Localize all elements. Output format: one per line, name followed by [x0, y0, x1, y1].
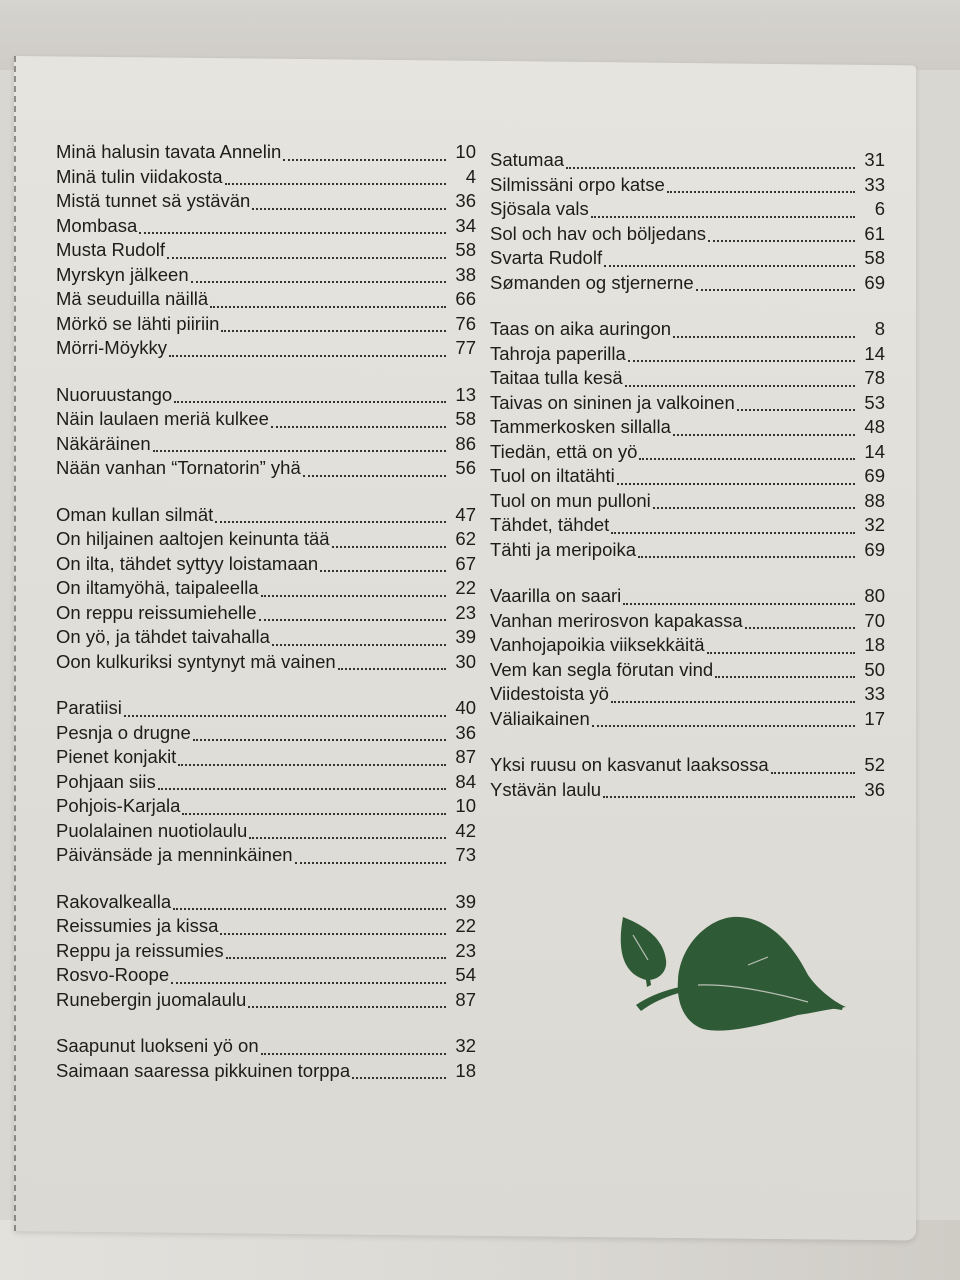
- index-column-right: [490, 148, 885, 824]
- page-number: 23: [455, 601, 476, 623]
- song-title: Silmissäni orpo katse: [490, 173, 665, 195]
- index-entry: [56, 312, 476, 337]
- song-title: Oman kullan silmät: [56, 503, 214, 525]
- dot-leader: [708, 239, 855, 242]
- index-entry: [490, 584, 885, 609]
- song-title: Ystävän laulu: [490, 778, 602, 800]
- song-title: Tammerkosken sillalla: [490, 416, 671, 437]
- page-number: 31: [864, 149, 885, 170]
- index-entry: [56, 721, 476, 746]
- dot-leader: [332, 545, 446, 548]
- dot-leader: [261, 1052, 446, 1055]
- song-title: On hiljainen aaltojen keinunta tää: [56, 528, 330, 549]
- page-number: 23: [455, 939, 476, 961]
- dot-leader: [215, 520, 446, 523]
- song-title: Taivas on sininen ja valkoinen: [490, 391, 735, 413]
- page-number: 58: [455, 408, 476, 429]
- dot-leader: [745, 626, 855, 629]
- song-title: Puolalainen nuotiolaulu: [56, 819, 248, 841]
- dot-leader: [259, 618, 446, 621]
- song-title: Mombasa: [56, 214, 138, 236]
- page-number: 69: [864, 271, 885, 293]
- dot-leader: [338, 667, 446, 670]
- index-entry: [56, 214, 476, 239]
- index-entry: [56, 576, 476, 601]
- page-number: 36: [864, 778, 885, 800]
- song-title: Saapunut luokseni yö on: [56, 1035, 259, 1056]
- dot-leader: [248, 1005, 446, 1008]
- dot-leader: [707, 651, 855, 654]
- dot-leader: [220, 932, 446, 935]
- dot-leader: [252, 207, 446, 210]
- dot-leader: [139, 231, 446, 234]
- page-number: 76: [455, 312, 476, 334]
- page-number: 62: [455, 528, 476, 549]
- index-entry: [56, 1034, 476, 1059]
- page-number: 32: [455, 1035, 476, 1056]
- page-number: 53: [864, 391, 885, 413]
- index-entry: [490, 753, 885, 778]
- page-number: 13: [455, 383, 476, 405]
- song-title: Pohjaan siis: [56, 770, 156, 792]
- song-title: Pohjois-Karjala: [56, 795, 181, 816]
- song-title: Nuoruustango: [56, 383, 173, 405]
- index-entry: [490, 197, 885, 222]
- page-number: 69: [864, 465, 885, 486]
- dot-leader: [604, 264, 855, 267]
- index-entry: [490, 317, 885, 342]
- dot-leader: [352, 1076, 446, 1079]
- song-title: On yö, ja tähdet taivahalla: [56, 626, 270, 647]
- song-title: Pesnja o drugne: [56, 721, 191, 743]
- page-number: 14: [864, 440, 885, 462]
- song-title: Oon kulkuriksi syntynyt mä vainen: [56, 650, 336, 672]
- dot-leader: [153, 449, 446, 452]
- dot-leader: [178, 763, 446, 766]
- song-title: Yksi ruusu on kasvanut laaksossa: [490, 754, 769, 775]
- index-entry: [56, 238, 476, 263]
- index-entry: [56, 819, 476, 844]
- page-number: 30: [455, 650, 476, 672]
- song-title: Tahroja paperilla: [490, 342, 626, 364]
- index-entry: [490, 173, 885, 198]
- page-number: 33: [864, 173, 885, 195]
- index-group: [56, 890, 476, 1013]
- song-title: On reppu reissumiehelle: [56, 601, 257, 623]
- dot-leader: [628, 359, 855, 362]
- index-entry: [56, 456, 476, 481]
- song-title: Tähdet, tähdet: [490, 514, 610, 535]
- page-number: 69: [864, 538, 885, 560]
- dot-leader: [591, 215, 855, 218]
- page-number: 36: [455, 721, 476, 743]
- index-entry: [490, 391, 885, 416]
- index-group: [490, 148, 885, 295]
- index-entry: [56, 140, 476, 165]
- dot-leader: [210, 305, 446, 308]
- song-title: Paratiisi: [56, 697, 122, 718]
- page-number: 54: [455, 964, 476, 985]
- song-title: Tuol on mun pulloni: [490, 489, 651, 511]
- song-title: Vem kan segla förutan vind: [490, 658, 714, 680]
- page-number: 6: [874, 198, 885, 219]
- index-entry: [490, 148, 885, 173]
- page-number: 36: [455, 190, 476, 211]
- dot-leader: [272, 643, 446, 646]
- page-number: 39: [455, 890, 476, 912]
- song-title: Mörri-Möykky: [56, 337, 167, 358]
- dot-leader: [603, 795, 855, 798]
- dot-leader: [182, 812, 446, 815]
- index-entry: [490, 415, 885, 440]
- song-title: Vanhojapoikia viiksekkäitä: [490, 634, 705, 655]
- index-entry: [56, 527, 476, 552]
- index-entry: [490, 778, 885, 803]
- index-entry: [56, 939, 476, 964]
- page-number: 18: [455, 1059, 476, 1081]
- page-number: 58: [864, 247, 885, 268]
- index-entry: [490, 682, 885, 707]
- index-group: [56, 1034, 476, 1083]
- page-number: 22: [455, 577, 476, 598]
- index-entry: [56, 432, 476, 457]
- page-number: 33: [864, 683, 885, 704]
- dot-leader: [303, 474, 446, 477]
- song-title: Näin laulaen meriä kulkee: [56, 408, 269, 429]
- page-number: 17: [864, 707, 885, 729]
- index-entry: [56, 552, 476, 577]
- page-number: 78: [864, 367, 885, 388]
- dot-leader: [283, 158, 446, 161]
- song-title: Sol och hav och böljedans: [490, 222, 706, 244]
- index-entry: [56, 625, 476, 650]
- index-entry: [490, 222, 885, 247]
- index-entry: [490, 246, 885, 271]
- index-entry: [56, 336, 476, 361]
- page-number: 86: [455, 432, 476, 454]
- index-entry: [56, 770, 476, 795]
- index-entry: [56, 503, 476, 528]
- page-number: 22: [455, 915, 476, 936]
- index-entry: [56, 843, 476, 868]
- index-entry: [56, 263, 476, 288]
- index-entry: [56, 601, 476, 626]
- dot-leader: [617, 482, 855, 485]
- dot-leader: [271, 425, 446, 428]
- dot-leader: [167, 256, 446, 259]
- page-number: 87: [455, 746, 476, 767]
- index-group: [56, 140, 476, 361]
- song-title: Saimaan saaressa pikkuinen torppa: [56, 1059, 351, 1081]
- dot-leader: [611, 531, 855, 534]
- song-title: On ilta, tähdet syttyy loistamaan: [56, 552, 319, 574]
- index-entry: [490, 633, 885, 658]
- song-title: Rakovalkealla: [56, 890, 172, 912]
- index-entry: [490, 271, 885, 296]
- dot-leader: [638, 555, 855, 558]
- song-title: Runebergin juomalaulu: [56, 988, 247, 1010]
- song-title: Mistä tunnet sä ystävän: [56, 190, 251, 211]
- page-number: 42: [455, 819, 476, 841]
- index-group: [490, 317, 885, 562]
- page-number: 38: [455, 263, 476, 285]
- index-entry: [490, 366, 885, 391]
- song-title: Vanhan merirosvon kapakassa: [490, 609, 743, 631]
- page-number: 52: [864, 754, 885, 775]
- index-group: [56, 503, 476, 675]
- dot-leader: [158, 787, 446, 790]
- song-title: Viidestoista yö: [490, 683, 609, 704]
- index-entry: [56, 745, 476, 770]
- index-entry: [56, 189, 476, 214]
- page-number: 70: [864, 609, 885, 631]
- page-number: 87: [455, 988, 476, 1010]
- dot-leader: [169, 354, 446, 357]
- page-number: 34: [455, 214, 476, 236]
- page-number: 39: [455, 626, 476, 647]
- song-title: Pienet konjakit: [56, 746, 177, 767]
- page-number: 40: [455, 697, 476, 718]
- dot-leader: [715, 675, 855, 678]
- dot-leader: [249, 836, 446, 839]
- page-number: 77: [455, 337, 476, 358]
- dot-leader: [124, 714, 446, 717]
- dot-leader: [592, 724, 855, 727]
- index-entry: [56, 407, 476, 432]
- page-number: 10: [455, 795, 476, 816]
- song-title: Tähti ja meripoika: [490, 538, 637, 560]
- dot-leader: [566, 166, 855, 169]
- song-title: Taas on aika auringon: [490, 318, 672, 339]
- page-number: 88: [864, 489, 885, 511]
- song-title: Tiedän, että on yö: [490, 440, 638, 462]
- page-number: 8: [874, 318, 885, 339]
- index-group: [490, 753, 885, 802]
- dot-leader: [667, 190, 855, 193]
- dot-leader: [174, 400, 446, 403]
- index-entry: [56, 988, 476, 1013]
- dot-leader: [225, 182, 446, 185]
- index-entry: [56, 165, 476, 190]
- index-entry: [56, 963, 476, 988]
- song-title: Väliaikainen: [490, 707, 590, 729]
- dot-leader: [193, 738, 446, 741]
- index-entry: [56, 890, 476, 915]
- dot-leader: [625, 384, 855, 387]
- index-entry: [490, 707, 885, 732]
- page-number: 56: [455, 457, 476, 478]
- index-entry: [56, 696, 476, 721]
- index-entry: [56, 1059, 476, 1084]
- page-number: 61: [864, 222, 885, 244]
- song-title: Näkäräinen: [56, 432, 151, 454]
- song-title: Minä tulin viidakosta: [56, 165, 223, 187]
- page-number: 48: [864, 416, 885, 437]
- song-title: Mörkö se lähti piiriin: [56, 312, 220, 334]
- song-title: Rosvo-Roope: [56, 964, 170, 985]
- dot-leader: [696, 288, 855, 291]
- dot-leader: [261, 594, 446, 597]
- dot-leader: [295, 861, 446, 864]
- dot-leader: [639, 457, 855, 460]
- dot-leader: [611, 700, 855, 703]
- index-entry: [490, 342, 885, 367]
- index-group: [490, 584, 885, 731]
- song-title: Mä seuduilla näillä: [56, 288, 209, 309]
- page-number: 32: [864, 514, 885, 535]
- song-title: Reppu ja reissumies: [56, 939, 224, 961]
- page-number: 80: [864, 585, 885, 606]
- page-number: 10: [455, 141, 476, 162]
- song-title: Taitaa tulla kesä: [490, 367, 623, 388]
- index-column-left: [56, 140, 476, 1105]
- page-number: 84: [455, 770, 476, 792]
- song-title: Päivänsäde ja menninkäinen: [56, 844, 293, 865]
- index-group: [56, 383, 476, 481]
- dot-leader: [191, 280, 446, 283]
- page-number: 50: [864, 658, 885, 680]
- index-entry: [490, 658, 885, 683]
- page-number: 4: [465, 165, 476, 187]
- song-title: Sømanden og stjernerne: [490, 271, 694, 293]
- index-entry: [56, 914, 476, 939]
- index-entry: [490, 609, 885, 634]
- dot-leader: [320, 569, 446, 572]
- index-entry: [56, 383, 476, 408]
- song-title: Musta Rudolf: [56, 239, 165, 260]
- dot-leader: [173, 907, 446, 910]
- dot-leader: [673, 335, 855, 338]
- song-title: Reissumies ja kissa: [56, 915, 219, 936]
- index-entry: [490, 538, 885, 563]
- page-number: 18: [864, 634, 885, 655]
- page-number: 73: [455, 844, 476, 865]
- dot-leader: [623, 602, 855, 605]
- birch-leaf-icon: [608, 905, 848, 1035]
- index-entry: [56, 650, 476, 675]
- index-entry: [490, 513, 885, 538]
- index-entry: [56, 287, 476, 312]
- index-entry: [490, 464, 885, 489]
- song-title: Myrskyn jälkeen: [56, 263, 189, 285]
- dot-leader: [737, 408, 855, 411]
- song-title: Nään vanhan “Tornatorin” yhä: [56, 457, 301, 478]
- page-number: 66: [455, 288, 476, 309]
- song-title: Satumaa: [490, 149, 565, 170]
- dot-leader: [226, 956, 446, 959]
- song-title: Svarta Rudolf: [490, 247, 603, 268]
- song-title: Sjösala vals: [490, 198, 589, 219]
- page-number: 47: [455, 503, 476, 525]
- song-title: Minä halusin tavata Annelin: [56, 141, 282, 162]
- index-group: [56, 696, 476, 868]
- index-entry: [56, 794, 476, 819]
- dot-leader: [171, 981, 446, 984]
- song-title: On iltamyöhä, taipaleella: [56, 577, 259, 598]
- dot-leader: [653, 506, 855, 509]
- index-entry: [490, 440, 885, 465]
- dot-leader: [771, 771, 855, 774]
- dot-leader: [221, 329, 446, 332]
- dot-leader: [673, 433, 855, 436]
- page-number: 14: [864, 342, 885, 364]
- song-title: Tuol on iltatähti: [490, 465, 615, 486]
- page-number: 58: [455, 239, 476, 260]
- index-entry: [490, 489, 885, 514]
- page-number: 67: [455, 552, 476, 574]
- song-title: Vaarilla on saari: [490, 585, 622, 606]
